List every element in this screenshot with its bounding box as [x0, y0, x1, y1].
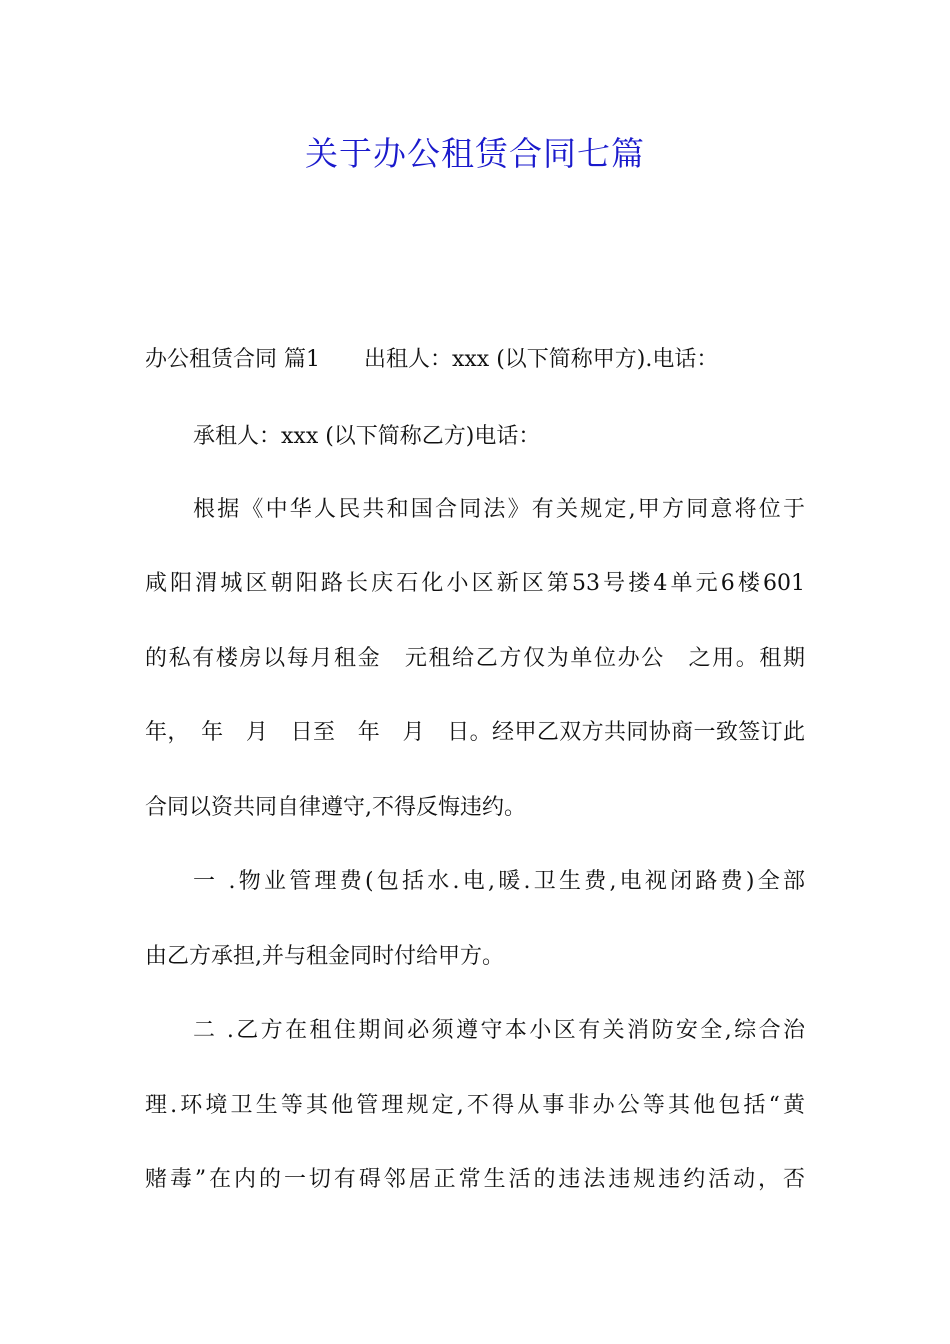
text-line-preamble-1: 根据《中华人民共和国合同法》有关规定,甲方同意将位于 [193, 497, 805, 522]
text-line-clause-2c: 赌毒”在内的一切有碍邻居正常生活的违法违规违约活动，否 [145, 1167, 805, 1192]
text-line-clause-1a: 一 .物业管理费(包括水.电,暖.卫生费,电视闭路费)全部 [193, 869, 805, 894]
text-line-clause-1b: 由乙方承担,并与租金同时付给甲方。 [145, 944, 504, 969]
text-line-clause-2b: 理.环境卫生等其他管理规定,不得从事非办公等其他包括“黄 [145, 1093, 805, 1118]
text-line-preamble-5: 合同以资共同自律遵守,不得反悔违约。 [145, 795, 526, 820]
text-line-preamble-4: 年， 年 月 日至 年 月 日。经甲乙双方共同协商一致签订此 [145, 720, 805, 745]
text-line-clause-2a: 二 .乙方在租住期间必须遵守本小区有关消防安全,综合治 [193, 1018, 805, 1043]
text-line-lessor: 办公租赁合同 篇1 出租人：xxx (以下简称甲方).电话： [145, 347, 719, 372]
text-line-preamble-3: 的私有楼房以每月租金 元租给乙方仅为单位办公 之用。租期 [145, 646, 805, 671]
text-line-lessee: 承租人：xxx (以下简称乙方)电话： [193, 424, 541, 449]
document-title: 关于办公租赁合同七篇 [305, 134, 645, 173]
text-line-preamble-2: 咸阳渭城区朝阳路长庆石化小区新区第53号搂4单元6楼601 [145, 571, 805, 596]
